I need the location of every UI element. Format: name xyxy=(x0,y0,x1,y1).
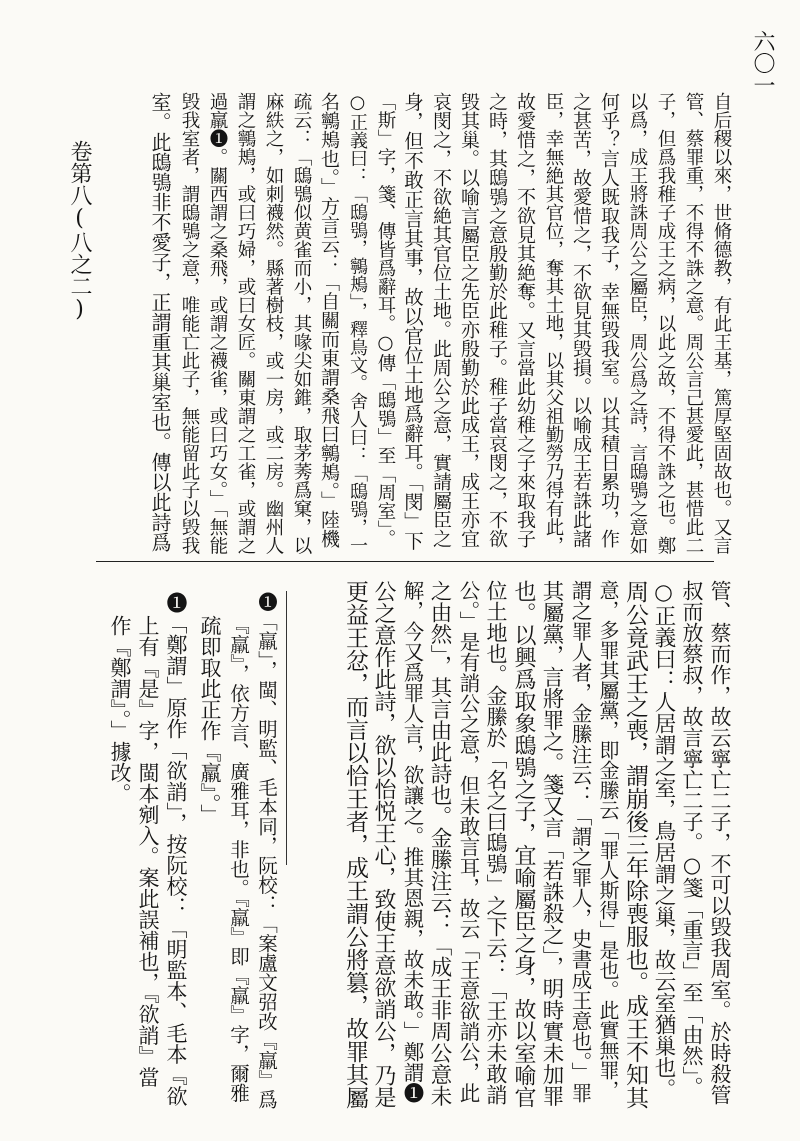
text-column: 之時，其鴟鴞之意殷勤於此稚子。稚子當哀閔之，不欲 xyxy=(486,92,508,548)
note-marker: ❶ xyxy=(255,592,278,612)
text-column: 之由然」，其言由此詩也。金縢注云：「成王非周公意未 xyxy=(427,580,452,1107)
text-column: 管、蔡罪重，不得不誅之意。周公言己甚愛此，甚惜此二 xyxy=(683,92,704,555)
page-number: 六〇一 xyxy=(750,30,775,96)
text-column: 其屬黨，言將罪之。箋又言「若誅殺之」，明時實未加罪 xyxy=(539,580,564,1107)
text-column: 解，今又爲罪人言，欲讓之。推其恩親，故未敢。」鄭謂❶ xyxy=(400,580,424,1103)
text-column: ○正義曰：人居謂之室，鳥居謂之巢，故云室猶巢也。 xyxy=(651,580,676,1100)
note-text: 「羸」，閩、明監、毛本同，阮校：「案盧文弨改『羸』爲 xyxy=(255,611,278,1109)
note-text: 『羸』，依方言、廣雅耳，非也。『羸』即『羸』字，爾雅 xyxy=(227,615,250,1103)
text-column: 謂之罪人者，金縢注云：「謂之罪人，史書成王意也。」罪 xyxy=(568,580,592,1103)
note-text: 作『鄭謂』。」據改。 xyxy=(108,615,132,804)
running-head: 卷第八(八之二) xyxy=(67,140,92,322)
note-text: 「鄭謂」原作「欲誚」，按阮校：「明監本、毛本『欲 xyxy=(164,613,188,1107)
text-column: 意，多罪其屬黨，即金縢云「罪人斯得」是也。此實無罪， xyxy=(596,580,620,1100)
note-column xyxy=(194,615,220,825)
note-column xyxy=(132,615,158,1088)
text-column: 公之意作此詩，欲以怡悦王心，致使王意欲誚公，乃是 xyxy=(371,580,396,1108)
text-column: 「斯」字，箋、傳皆爲辭耳。○傳「鴟鴞」至「周室」。 xyxy=(375,92,396,548)
notes-divider xyxy=(286,591,287,865)
text-column: 身，但不敢正言其事，故以官位土地爲辭耳。「閔」下 xyxy=(401,92,424,551)
text-column: 管、蔡而作，故云寧亡二子，不可以毁我周室。於時殺管 xyxy=(708,580,732,1105)
note-column xyxy=(160,592,186,1107)
note-column xyxy=(250,592,276,1109)
text-column: 叔而放蔡叔，故言寧亡二子。○箋「重言」至「由然」。 xyxy=(680,580,704,1098)
section-divider xyxy=(96,561,714,562)
text-column: 故愛惜之，不欲見其絶奪。又言當此幼稚之子來取我子 xyxy=(514,92,536,548)
text-column: 自后稷以來，世脩德教，有此王基，篤厚堅固故也。又言 xyxy=(711,92,732,555)
text-column: 室。此鴟鴞非不愛子，正謂重其巢室也。傳以此詩爲 xyxy=(148,92,172,552)
text-column: 毁其巢。以喻言屬臣之先臣亦殷勤於此成王，成王亦宜 xyxy=(458,92,480,548)
text-column: 謂之鸋鴂，或曰巧婦，或曰女匠。關東謂之工雀，或謂之 xyxy=(235,92,256,555)
note-text: 疏即取此正作『羸』。」 xyxy=(198,615,222,825)
text-column: 更益王忿，而言以恰王者，成王謂公將篡，故罪其屬 xyxy=(342,580,368,1109)
text-column: 哀閔之，不欲絶其官位土地。此周公之意，實請屬臣之 xyxy=(430,92,452,548)
text-column: 之甚苦，故愛惜之，不欲見其毁損。以喻成王若誅此諸 xyxy=(570,92,592,548)
text-column: 過羸❶。關西謂之桑飛，或謂之襪雀，或曰巧女。」「無能 xyxy=(207,92,228,555)
text-column: ○正義曰：「鴟鴞，鸋鴂」，釋鳥文。舍人曰：「鴟鴞，一 xyxy=(347,92,368,554)
text-column: 子，但爲我稚子成王之病，以此之故，不得不誅之也。鄭 xyxy=(655,92,676,555)
text-column: 臣，幸無絶其官位，奪其土地，以其父祖勤勞乃得有此， xyxy=(543,92,564,555)
text-column: 以爲，成王將誅周公之屬臣，周公爲之詩，言鴟鴞之意如 xyxy=(627,92,648,555)
note-marker: ❶ xyxy=(164,592,188,613)
text-column: 位土地也。金縢於「名之曰鴟鴞」之下云：「王亦未敢誚 xyxy=(484,580,508,1105)
text-column: 周公竟武王之喪，謂崩後三年除喪服也。成王不知其 xyxy=(622,580,648,1109)
text-column: 麻紩之，如刺襪然。縣著樹枝，或一房，或二房。幽州人 xyxy=(263,92,284,555)
text-column: 名鸋鴂也。」方言云：「自關而東謂桑飛曰鸋鴂。」陸機 xyxy=(318,92,340,548)
note-column xyxy=(222,615,248,1103)
text-column: 疏云：「鴟鴞似黄雀而小，其喙尖如錐，取茅莠爲窠，以 xyxy=(291,92,312,555)
text-column: 公。」是有誚公之意，但未敢言耳，故云「王意欲誚公，此 xyxy=(456,580,480,1103)
note-text: 上有『是』字，閩本剜入。案此誤補也，『欲誚』當 xyxy=(136,615,160,1088)
text-column: 毁我室者，謂鴟鴞之意，唯能亡此子，無能留此子以毁我 xyxy=(179,92,200,555)
note-column xyxy=(104,615,130,804)
text-column: 何乎？言人既取我子，幸無毁我室。以其積日累功，作 xyxy=(598,92,620,548)
text-column: 也。以興爲取象鴟鴞之子，宜喻屬臣之身，故以室喻官 xyxy=(511,580,536,1108)
